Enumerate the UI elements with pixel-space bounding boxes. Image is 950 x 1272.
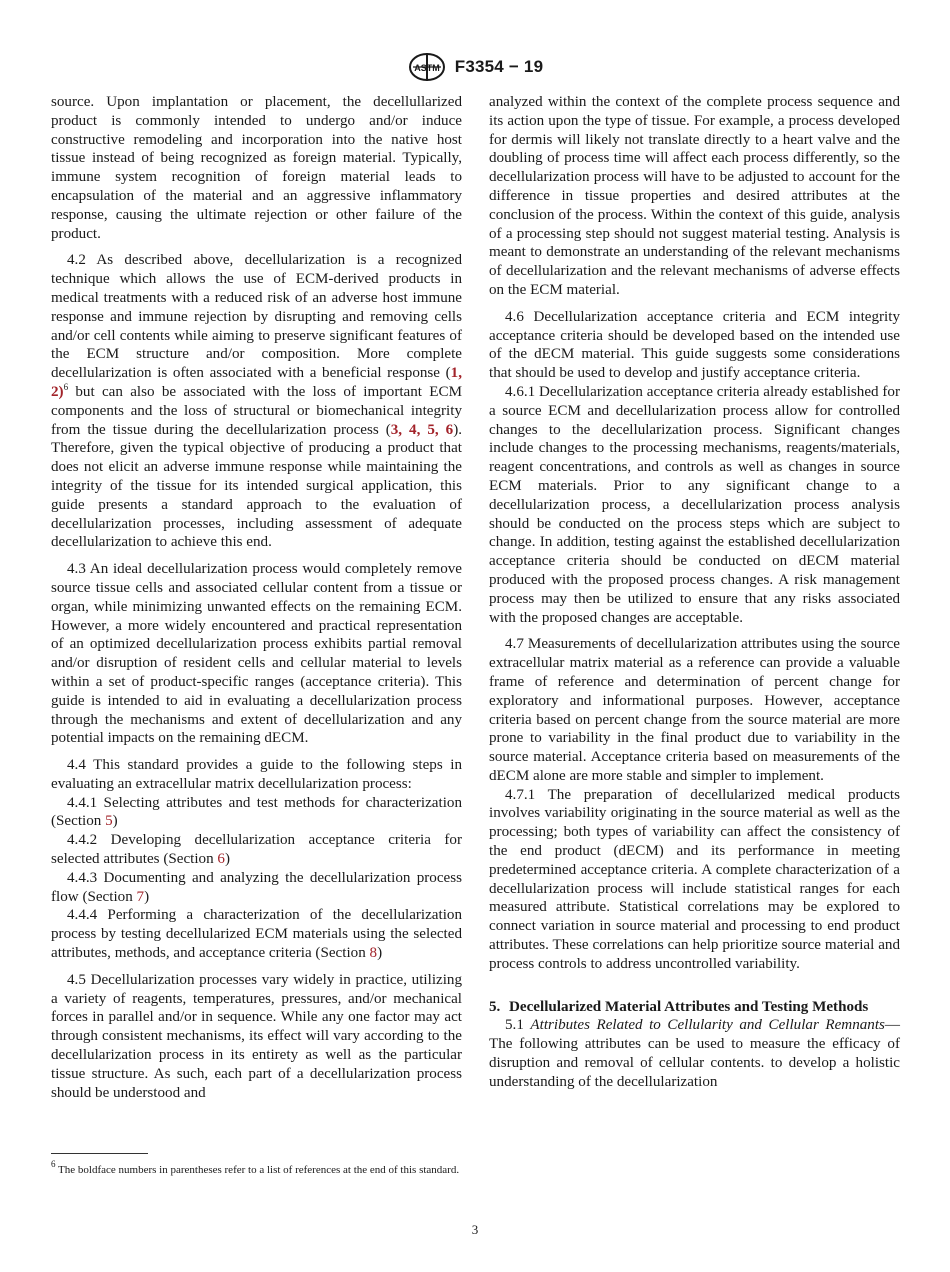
footnote-marker: 6	[63, 381, 69, 392]
paragraph-4-4-2: 4.4.2 Developing decellularization acceptance criteria for selected attributes (Section 6)	[51, 832, 462, 868]
standard-designation: F3354 − 19	[454, 57, 544, 76]
right-column	[489, 93, 900, 1100]
page-number: 3	[471, 1222, 479, 1237]
paragraph-4-4: 4.4 This standard provides a guide to the following steps in evaluating an extracellular matrix decellularization process:	[51, 757, 462, 792]
reference-link-5[interactable]: 5	[427, 421, 435, 438]
reference-link-6[interactable]: 6	[445, 421, 454, 438]
svg-text:ASTM: ASTM	[414, 63, 440, 73]
section-link-7[interactable]: 7	[136, 888, 145, 905]
paragraph-4-3: 4.3 An ideal decellularization process would completely remove source tissue cells and associated cellular content from a tissue or organ, while minimizing unwanted effects on the remaining ECM. However, a more widely encountered and practical representation of an optimized decellularization process exhibits partial removal and/or disruption of resident cells and cellular material to levels within a set of product-specific ranges (acceptance criteria). This guide is intended to aid in evaluating a decellularization process through the mechanisms and extent of decellularization and any potential impacts on the remaining dECM.	[51, 561, 462, 747]
reference-link-4[interactable]: 4	[409, 421, 417, 438]
paragraph-4-4-4: 4.4.4 Performing a characterization of the decellularization process by testing decellularized ECM materials using the selected attributes, methods, and acceptance criteria (Section 8)	[51, 907, 462, 962]
paragraph-4-4-3: 4.4.3 Documenting and analyzing the decellularization process flow (Section 7)	[51, 869, 462, 905]
section-5-heading: 5. Decellularized Material Attributes and Testing Methods	[489, 998, 869, 1015]
section-link-8[interactable]: 8	[369, 945, 378, 962]
paragraph-4-4-1: 4.4.1 Selecting attributes and test methods for characterization (Section 5)	[51, 794, 462, 830]
paragraph-5-1: 5.1 Attributes Related to Cellularity and Cellular Remnants—The following attributes can be used to measure the efficacy of disruption and removal of cellular contents. to develop a holistic understanding of the decellularization	[489, 1017, 900, 1090]
reference-link-2[interactable]: 2	[51, 383, 59, 400]
paragraph-4-6-1: 4.6.1 Decellularization acceptance criteria already established for a source ECM and decellularization process allow for controlled changes to the decellularization process. Significant changes include changes to the processing mechanisms, reagents/materials, reagent concentrations, and controls as well as changes in source ECM materials. Prior to any significant change to a decellularization process, a decellularization process analysis should be conducted on the process steps which are subject to change. In addition, testing against the established decellularization acceptance criteria should be conducted on dECM material produced with the proposed process changes. A risk management process may then be utilized to ensure that any risks associated with the proposed changes are acceptable.	[489, 383, 900, 626]
astm-logo-icon	[407, 52, 447, 82]
paragraph-4-5-cont: analyzed within the context of the complete process sequence and its action upon the type of tissue. For example, a process developed for dermis will likely not translate directly to a heart valve and the doubling of process time will affect each process differently, so the decellularization process will have to be adjusted to account for the difference in tissue properties and desired attributes at the conclusion of the process. Within the context of this guide, analysis of a processing step should not suggest material testing. Analysis is meant to demonstrate an understanding of the relevant mechanisms of decellularization and the relevant mechanisms of adverse effects on the ECM material.	[489, 94, 900, 298]
paragraph-4-5: 4.5 Decellularization processes vary widely in practice, utilizing a variety of reagents, temperatures, pressures, and/or mechanical forces in parallel and/or in sequence. While any one factor may act through consistent mechanisms, its effect will vary according to the decellularization process in its entirety as well as the particular tissue structure. As such, each part of a decellularization process should be understood and	[51, 971, 462, 1101]
section-link-6[interactable]: 6	[217, 851, 225, 868]
left-column	[51, 93, 462, 1110]
page-header	[0, 52, 950, 82]
paragraph-4-7: 4.7 Measurements of decellularization attributes using the source extracellular matrix material as a reference can provide a valuable frame of reference and determination of percent change for exploratory and informational purposes. However, acceptance criteria based on percent change from the source material are more prone to variability in the final product due to variability in the source material. Acceptance criteria based on measurements of the dECM alone are more stable and simpler to implement.	[489, 636, 900, 784]
footnote-divider	[51, 1153, 148, 1154]
paragraph-4-2: 4.2 As described above, decellularization is a recognized technique which allows the use of ECM-derived products in medical treatments with a reduced risk of an adverse host immune response and immune rejection by disrupting and removing cells and/or cell contents while aiming to preserve significant features of the ECM structure and/or composition. More complete decellularization is often associated with a beneficial response (1, 2)$^6$ but can also be associated with the loss of important ECM components and the loss of structural or biomechanical integrity from the tissue during the decellularization process (3, 4, 5, 6). Therefore, given the typical objective of producing a product that does not elicit an adverse immune response while maintaining the integrity of the tissue for its intended surgical application, this guide presents a standard approach to the evaluation of decellularization processes, including assessment of adequate decellularization to achieve this end.	[51, 252, 463, 551]
paragraph-4-6: 4.6 Decellularization acceptance criteria and ECM integrity acceptance criteria should be developed based on the intended use of the dECM material. This guide suggests some considerations that should be used to develop and justify acceptance criteria.	[489, 308, 900, 382]
reference-link-3[interactable]: 3	[390, 421, 399, 438]
section-link-5[interactable]: 5	[105, 813, 113, 830]
footnote: $^6$ The boldface numbers in parentheses refer to a list of references at the end of this standard.	[51, 1159, 460, 1176]
paragraph-4-1-cont: source. Upon implantation or placement, the decellullarized product is commonly intended to undergo and/or induce constructive remodeling and incorporation into the native host tissue instead of being recognized as foreign material. Typically, immune system recognition of foreign material leads to encapsulation of the material and an aggressive inflammatory response, causing the ultimate rejection or other failure of the product.	[51, 94, 462, 242]
paragraph-4-7-1: 4.7.1 The preparation of decellularized medical products involves variability originating in the source material as well as the processing; both types of variability can affect the consistency of the end product (dECM) and its performance in meeting predetermined acceptance criteria. A complete characterization of a decellularization process will include statistical ranges for each measured attribute. Statistical correlations may be explored to connect variation in source material and processing to end product attributes. These correlations can help prioritize source material and process controls to address uncontrolled variability.	[489, 786, 900, 972]
reference-link-1[interactable]: 1	[450, 365, 459, 382]
